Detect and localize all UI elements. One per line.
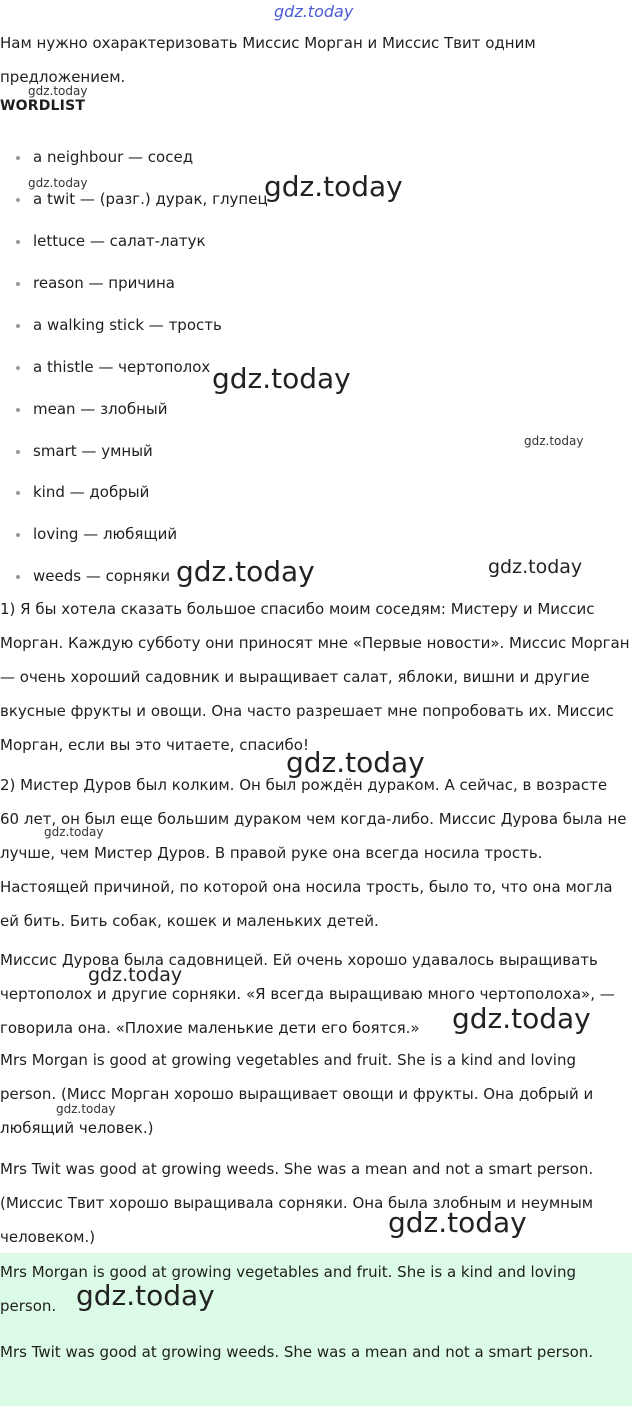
bullet-icon xyxy=(16,324,20,328)
bullet-icon xyxy=(16,198,20,202)
watermark: gdz.today xyxy=(286,746,425,779)
wordlist-title: WORDLIST xyxy=(0,98,86,114)
watermark: gdz.today xyxy=(452,1002,591,1035)
watermark: gdz.today xyxy=(28,84,88,98)
watermark: gdz.today xyxy=(488,556,583,578)
watermark: gdz.today xyxy=(524,434,584,448)
solution-page: gdz.today Нам нужно охарактеризовать Миссис Морган и Миссис Твит одним предложением. gdz.today WORDLIST a neighbour — сосед gdz.today a twit — (разг.) дурак, глупец gdz.today lettuce — салат-латук reason — причина a walking stick — трость a thistle — чертополох gdz.today mean — злобный gdz.today smart — умный kind — добрый loving — любящий weeds — сорняки gdz.today gdz.today 1) Я бы хотела сказать большое спасибо моим соседям: Мистеру и Миссис Морган. Каждую субботу они приносят мне «Первые новости». Миссис Морган — очень хороший садовник и выращивает салат, яблоки, вишни и другие вкусные фрукты и овощи. Она часто разрешает мне попробовать их. Миссис Морган, если вы это читаете, спасибо! gdz.today 2) Мистер Дуров был колким. Он был рождён дураком. А сейчас, в возрасте 60 лет, он был еще большим дураком чем когда-либо. Миссис Дурова была не лучше, чем Мистер Дуров. В правой руке она всегда носила трость. Настоящей причиной, по которой она носила трость, было то, что она могла ей бить. Бить собак, кошек и маленьких детей. gdz.today Миссис Дурова была садовницей. Ей очень хорошо удавалось выращивать чертополох и другие сорняки. «Я всегда выращиваю много чертополоха», — говорила она. «Плохие маленькие дети его боятся.» gdz.today gdz.today Mrs Morgan is good at growing vegetables and fruit. She is a kind and loving person. (Мисс Морган хорошо выращивает овощи и фрукты. Она добрый и любящий человек.) gdz.today Mrs Twit was good at growing weeds. She was a mean and not a smart person. (Миссис Твит хорошо выращивала сорняки. Она была злобным и неумным человеком.) gdz.today Mrs Morgan is good at growing vegetables and fruit. She is a kind and loving person. gdz.today Mrs Twit was good at growing weeds. She was a mean and not a smart person. xyxy=(0,0,632,1406)
final-answer-1: Mrs Morgan is good at growing vegetables and fruit. She is a kind and loving person. xyxy=(0,1263,576,1315)
translation-paragraph-3: Миссис Дурова была садовницей. Ей очень хорошо удавалось выращивать чертополох и другие сорняки. «Я всегда выращиваю много чертополоха», — говорила она. «Плохие маленькие дети его боятся.» xyxy=(0,951,615,1037)
watermark: gdz.today xyxy=(88,964,183,986)
watermark: gdz.today xyxy=(44,825,104,839)
final-answer-2: Mrs Twit was good at growing weeds. She was a mean and not a smart person. xyxy=(0,1343,594,1361)
intro-text: Нам нужно охарактеризовать Миссис Морган и Миссис Твит одним предложением. xyxy=(0,34,536,86)
translation-paragraph-2: 2) Мистер Дуров был колким. Он был рождён дураком. А сейчас, в возрасте 60 лет, он был еще большим дураком чем когда-либо. Миссис Дурова была не лучше, чем Мистер Дуров. В правой руке она всегда носила трость. Настоящей причиной, по которой она носила трость, было то, что она могла ей бить. Бить собак, кошек и маленьких детей. xyxy=(0,776,627,930)
bullet-icon xyxy=(16,408,20,412)
watermark: gdz.today xyxy=(56,1102,116,1116)
bullet-icon xyxy=(16,366,20,370)
bullet-icon xyxy=(16,533,20,537)
final-answer-block xyxy=(0,1253,632,1406)
answer-paragraph-1: Mrs Morgan is good at growing vegetables and fruit. She is a kind and loving person. (Мисс Морган хорошо выращивает овощи и фрукты. Она добрый и любящий человек.) xyxy=(0,1051,594,1137)
bullet-icon xyxy=(16,575,20,579)
watermark: gdz.today xyxy=(28,176,88,190)
bullet-icon xyxy=(16,491,20,495)
watermark: gdz.today xyxy=(264,170,403,203)
translation-paragraph-1: 1) Я бы хотела сказать большое спасибо моим соседям: Мистеру и Миссис Морган. Каждую субботу они приносят мне «Первые новости». Миссис Морган — очень хороший садовник и выращивает салат, яблоки, вишни и другие вкусные фрукты и овощи. Она часто разрешает мне попробовать их. Миссис Морган, если вы это читаете, спасибо! xyxy=(0,600,630,754)
watermark: gdz.today xyxy=(76,1279,215,1312)
header-watermark: gdz.today xyxy=(274,2,354,21)
bullet-icon xyxy=(16,240,20,244)
answer-paragraph-2: Mrs Twit was good at growing weeds. She was a mean and not a smart person. (Миссис Твит хорошо выращивала сорняки. Она была злобным и неумным человеком.) xyxy=(0,1160,594,1246)
bullet-icon xyxy=(16,156,20,160)
watermark: gdz.today xyxy=(176,555,315,588)
watermark: gdz.today xyxy=(212,362,351,395)
bullet-icon xyxy=(16,450,20,454)
watermark: gdz.today xyxy=(388,1206,527,1239)
bullet-icon xyxy=(16,282,20,286)
